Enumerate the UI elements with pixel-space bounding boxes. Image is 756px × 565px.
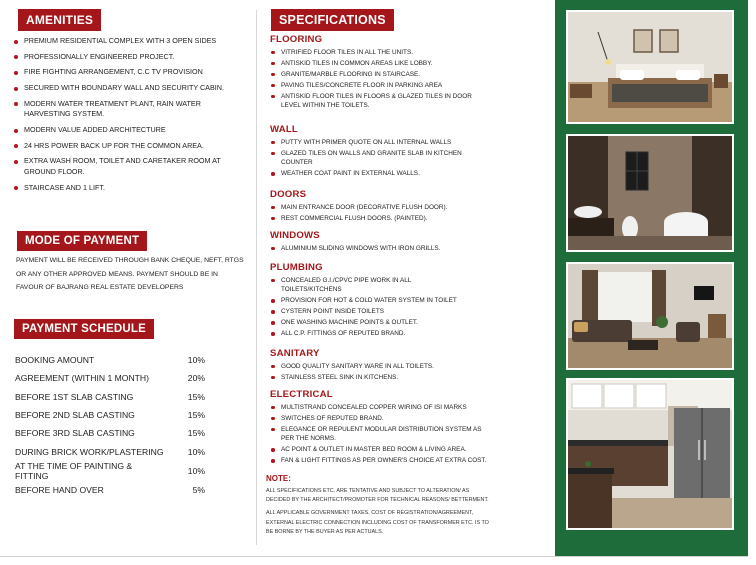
mode-of-payment-text: PAYMENT WILL BE RECEIVED THROUGH BANK CHEQUE, NEFT, RTGS OR ANY OTHER APPROVED MEANS. PAYMENT SHOULD BE IN FAVOUR OF BAJRANG REAL ESTATE DEVELOPERS (16, 257, 244, 291)
amenity-item: 24 HRS POWER BACK UP FOR THE COMMON AREA. (13, 141, 245, 152)
spec-item: PAVING TILES/CONCRETE FLOOR IN PARKING AREA (270, 81, 550, 90)
table-row (15, 442, 205, 460)
spec-item: ELEGANCE OR REPULENT MODULAR DISTRIBUTION SYSTEM AS PER THE NORMS. (270, 425, 485, 444)
bathroom-photo (566, 134, 734, 252)
spec-section-sanitary (270, 348, 550, 384)
spec-item: ANTISKID TILES IN COMMON AREAS LIKE LOBBY. (270, 59, 550, 68)
spec-section-windows (270, 230, 550, 255)
spec-section-plumbing (270, 262, 550, 340)
schedule-stage: DURING BRICK WORK/PLASTERING (15, 446, 164, 457)
bathroom-image (568, 136, 732, 250)
spec-section-flooring (270, 34, 550, 112)
spec-section-electrical (270, 389, 550, 467)
spec-item: GOOD QUALITY SANITARY WARE IN ALL TOILETS. (270, 362, 550, 371)
spec-item: REST COMMERCIAL FLUSH DOORS. (PAINTED). (270, 214, 550, 223)
spec-item: SWITCHES OF REPUTED BRAND. (270, 414, 550, 423)
schedule-stage: BEFORE 2ND SLAB CASTING (15, 410, 135, 421)
schedule-percent: 10% (187, 465, 205, 476)
kitchen-image (568, 380, 732, 528)
spec-item: VITRIFIED FLOOR TILES IN ALL THE UNITS. (270, 48, 550, 57)
living-room-image (568, 264, 732, 368)
schedule-stage: AGREEMENT (WITHIN 1 MONTH) (15, 373, 149, 384)
amenity-item: PREMIUM RESIDENTIAL COMPLEX WITH 3 OPEN SIDES (13, 36, 245, 47)
spec-item: MULTISTRAND CONCEALED COPPER WIRING OF ISI MARKS (270, 403, 550, 412)
spec-section-doors (270, 189, 550, 225)
spec-section-title: DOORS (270, 189, 307, 200)
schedule-percent: 10% (187, 355, 205, 366)
schedule-percent: 15% (187, 410, 205, 421)
spec-item: GRANITE/MARBLE FLOORING IN STAIRCASE. (270, 70, 550, 79)
living-room-photo (566, 262, 734, 370)
table-row (15, 424, 205, 442)
table-row (15, 351, 205, 369)
schedule-percent: 10% (187, 446, 205, 457)
spec-item: PROVISION FOR HOT & COLD WATER SYSTEM IN TOILET (270, 296, 550, 305)
kitchen-photo (566, 378, 734, 530)
schedule-stage: BEFORE HAND OVER (15, 484, 104, 495)
schedule-percent: 15% (187, 428, 205, 439)
table-row (15, 461, 205, 481)
bedroom-image (568, 12, 732, 122)
schedule-stage: BOOKING AMOUNT (15, 355, 95, 366)
mode-of-payment-heading: MODE OF PAYMENT (17, 231, 147, 251)
spec-item: WEATHER COAT PAINT IN EXTERNAL WALLS. (270, 169, 550, 178)
bedroom-photo (566, 10, 734, 124)
spec-item: STAINLESS STEEL SINK IN KITCHENS. (270, 373, 550, 382)
note-paragraph: ALL SPECIFICATIONS ETC. ARE TENTATIVE AND SUBJECT TO ALTERATION/ AS DECIDED BY THE ARCHITECT/PROMOTER FOR TECHNICAL REASONS/ BETTERMENT. (266, 488, 489, 504)
notes-heading: NOTE: (266, 474, 291, 483)
schedule-stage: AT THE TIME OF PAINTING & FITTING (15, 460, 133, 481)
table-row (15, 369, 205, 387)
amenity-item: EXTRA WASH ROOM, TOILET AND CARETAKER ROOM AT GROUND FLOOR. (13, 156, 245, 177)
spec-item: PUTTY WITH PRIMER QUOTE ON ALL INTERNAL WALLS (270, 138, 550, 147)
note-paragraph: ALL APPLICABLE GOVERNMENT TAXES, COST OF REGISTRATION/AGREEMENT, EXTERNAL ELECTRIC CONNECTION INCLUDING COST OF TRANSFORMER ETC. IS TO BE BORNE BY THE BUYER AS PER ACTUALS. (266, 510, 489, 535)
table-row (15, 406, 205, 424)
specifications-heading: SPECIFICATIONS (271, 9, 394, 31)
notes-block (266, 474, 494, 541)
spec-section-title: PLUMBING (270, 262, 323, 273)
spec-item: GLAZED TILES ON WALLS AND GRANITE SLAB IN KITCHEN COUNTER (270, 149, 470, 168)
schedule-stage: BEFORE 1ST SLAB CASTING (15, 391, 134, 402)
spec-item: MAIN ENTRANCE DOOR (DECORATIVE FLUSH DOOR). (270, 203, 550, 212)
spec-section-title: WALL (270, 124, 298, 135)
spec-item: ALUMINIUM SLIDING WINDOWS WITH IRON GRILLS. (270, 244, 550, 253)
spec-item: AC POINT & OUTLET IN MASTER BED ROOM & LIVING AREA. (270, 445, 550, 454)
amenities-list (13, 36, 245, 198)
spec-section-title: WINDOWS (270, 230, 320, 241)
amenity-item: MODERN WATER TREATMENT PLANT, RAIN WATER HARVESTING SYSTEM. (13, 99, 245, 120)
spec-item: CYSTERN POINT INSIDE TOILETS (270, 307, 550, 316)
spec-section-title: ELECTRICAL (270, 389, 333, 400)
amenities-heading: AMENITIES (18, 9, 101, 31)
amenity-item: SECURED WITH BOUNDARY WALL AND SECURITY CABIN. (13, 83, 245, 94)
bottom-divider (0, 556, 748, 557)
spec-section-title: SANITARY (270, 348, 320, 359)
spec-item: CONCEALED G.I./CPVC PIPE WORK IN ALL TOILETS/KITCHENS (270, 276, 440, 295)
amenity-item: PROFESSIONALLY ENGINEERED PROJECT. (13, 52, 245, 63)
schedule-percent: 5% (192, 484, 205, 495)
schedule-percent: 15% (187, 391, 205, 402)
amenity-item: FIRE FIGHTING ARRANGEMENT, C.C TV PROVISION (13, 67, 245, 78)
payment-schedule-table (15, 351, 205, 499)
spec-section-title: FLOORING (270, 34, 323, 45)
table-row (15, 388, 205, 406)
spec-section-wall (270, 124, 550, 180)
column-divider (256, 10, 257, 545)
amenity-item: MODERN VALUE ADDED ARCHITECTURE (13, 125, 245, 136)
schedule-percent: 20% (187, 373, 205, 384)
spec-item: ONE WASHING MACHINE POINTS & OUTLET. (270, 318, 550, 327)
table-row (15, 481, 205, 499)
payment-schedule-heading: PAYMENT SCHEDULE (14, 319, 154, 339)
spec-item: FAN & LIGHT FITTINGS AS PER OWNER'S CHOICE AT EXTRA COST. (270, 456, 550, 465)
spec-item: ALL C.P. FITTINGS OF REPUTED BRAND. (270, 329, 550, 338)
spec-item: ANTISKID FLOOR TILES IN FLOORS & GLAZED TILES IN DOOR LEVEL WITHIN THE TOILETS. (270, 92, 485, 111)
amenity-item: STAIRCASE AND 1 LIFT. (13, 183, 245, 194)
schedule-stage: BEFORE 3RD SLAB CASTING (15, 428, 135, 439)
